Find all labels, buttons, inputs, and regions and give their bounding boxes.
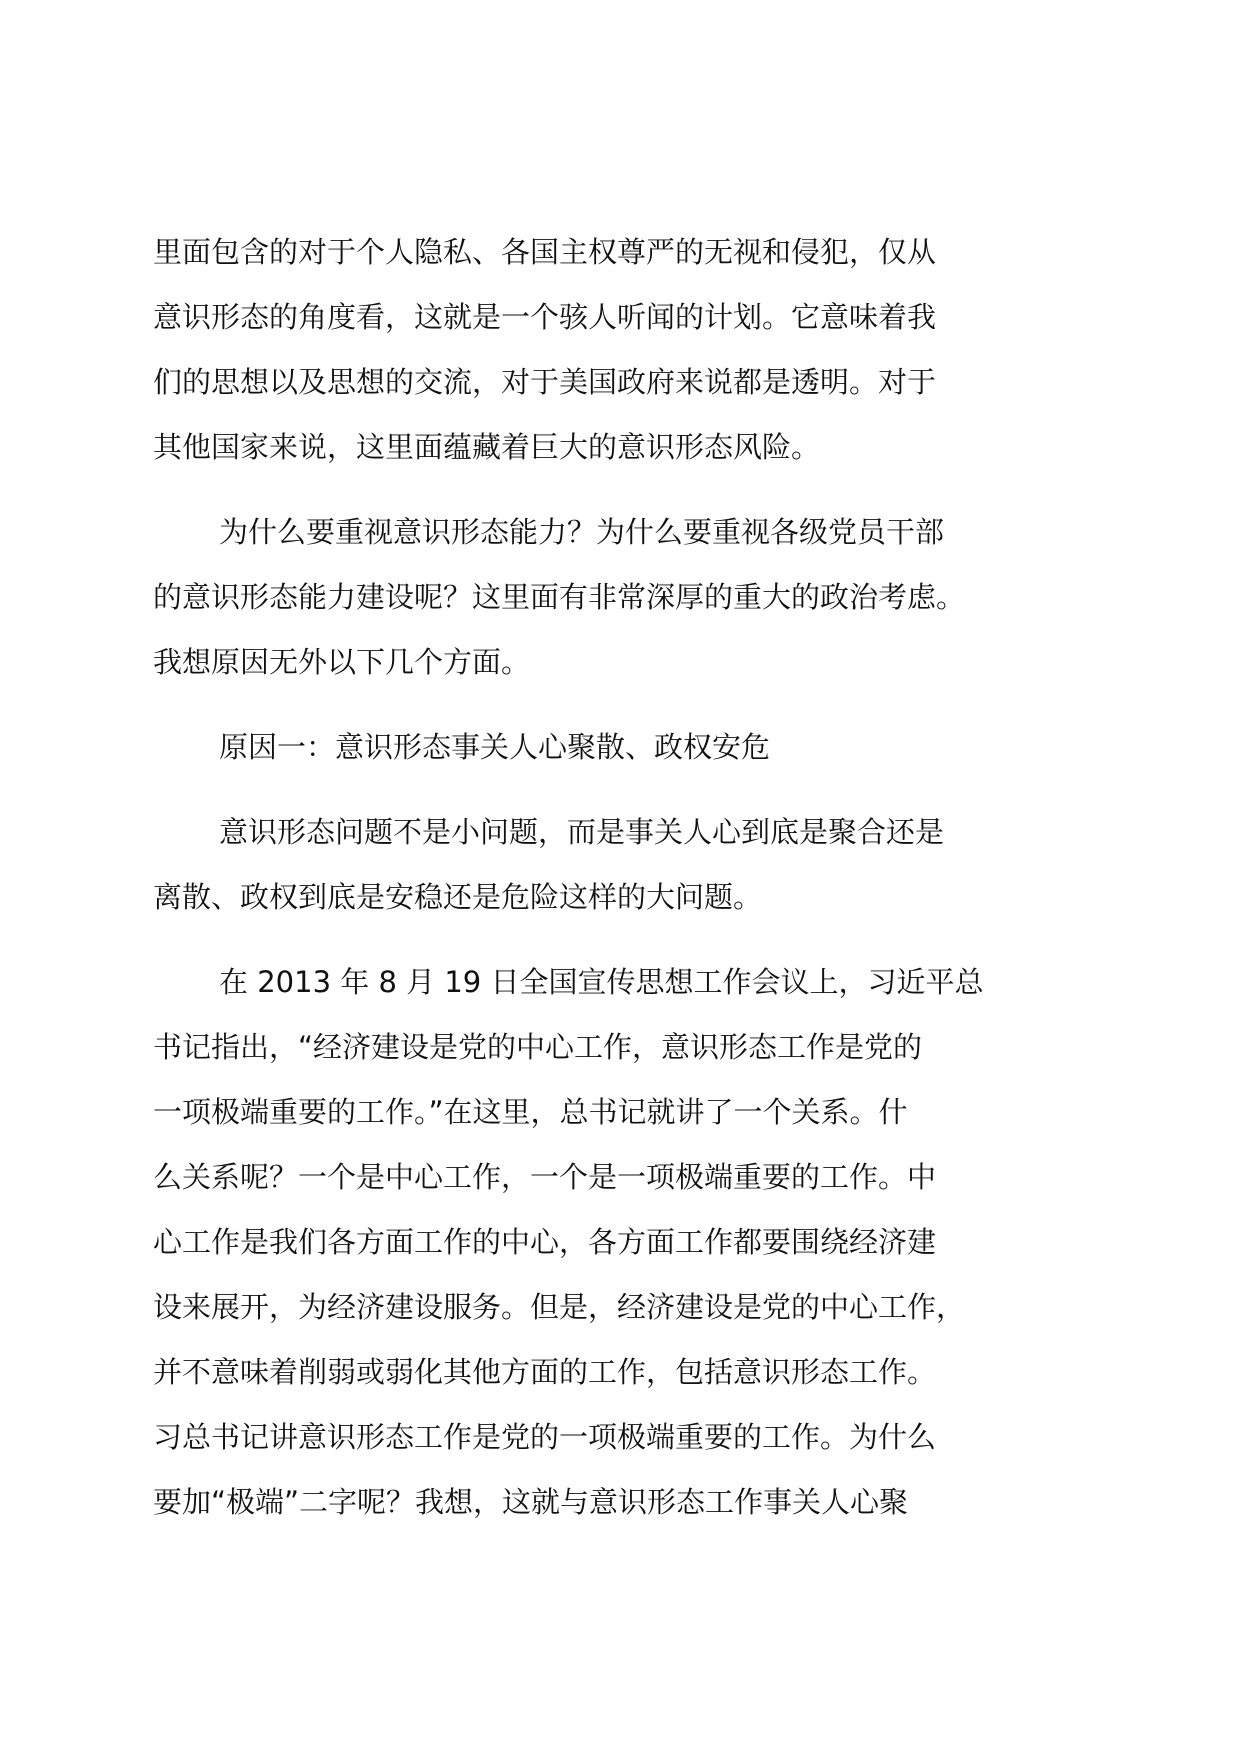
section-heading xyxy=(153,715,1093,780)
text-line: 在 2013 年 8 月 19 日全国宣传思想工作会议上，习近平总 xyxy=(219,965,984,999)
text-line: 书记指出，“经济建设是党的中心工作，意识形态工作是党的 xyxy=(153,1030,923,1064)
document-body xyxy=(153,220,1093,1535)
text-line: 心工作是我们各方面工作的中心，各方面工作都要围绕经济建 xyxy=(153,1225,937,1259)
text-line: 意识形态的角度看，这就是一个骇人听闻的计划。它意味着我 xyxy=(153,300,937,334)
text-line: 习总书记讲意识形态工作是党的一项极端重要的工作。为什么 xyxy=(153,1420,937,1454)
text-line: 要加“极端”二字呢？我想，这就与意识形态工作事关人心聚 xyxy=(153,1485,909,1519)
text-line: 的意识形态能力建设呢？这里面有非常深厚的重大的政治考虑。 xyxy=(153,580,966,614)
text-line: 为什么要重视意识形态能力？为什么要重视各级党员干部 xyxy=(219,515,945,549)
text-line: 我想原因无外以下几个方面。 xyxy=(153,645,531,679)
text-line: 原因一：意识形态事关人心聚散、政权安危 xyxy=(219,730,771,764)
text-line: 离散、政权到底是安稳还是危险这样的大问题。 xyxy=(153,880,763,914)
text-line: 其他国家来说，这里面蕴藏着巨大的意识形态风险。 xyxy=(153,430,821,464)
text-line: 一项极端重要的工作。”在这里，总书记就讲了一个关系。什 xyxy=(153,1095,908,1129)
paragraph-4 xyxy=(153,950,1093,1535)
paragraph-3 xyxy=(153,800,1093,930)
paragraph-1 xyxy=(153,220,1093,480)
text-line: 设来展开，为经济建设服务。但是，经济建设是党的中心工作， xyxy=(153,1290,966,1324)
text-line: 并不意味着削弱或弱化其他方面的工作，包括意识形态工作。 xyxy=(153,1355,937,1389)
text-line: 们的思想以及思想的交流，对于美国政府来说都是透明。对于 xyxy=(153,365,937,399)
text-line: 意识形态问题不是小问题，而是事关人心到底是聚合还是 xyxy=(219,815,945,849)
text-line: 么关系呢？一个是中心工作，一个是一项极端重要的工作。中 xyxy=(153,1160,937,1194)
paragraph-2 xyxy=(153,500,1093,695)
text-line: 里面包含的对于个人隐私、各国主权尊严的无视和侵犯，仅从 xyxy=(153,235,937,269)
